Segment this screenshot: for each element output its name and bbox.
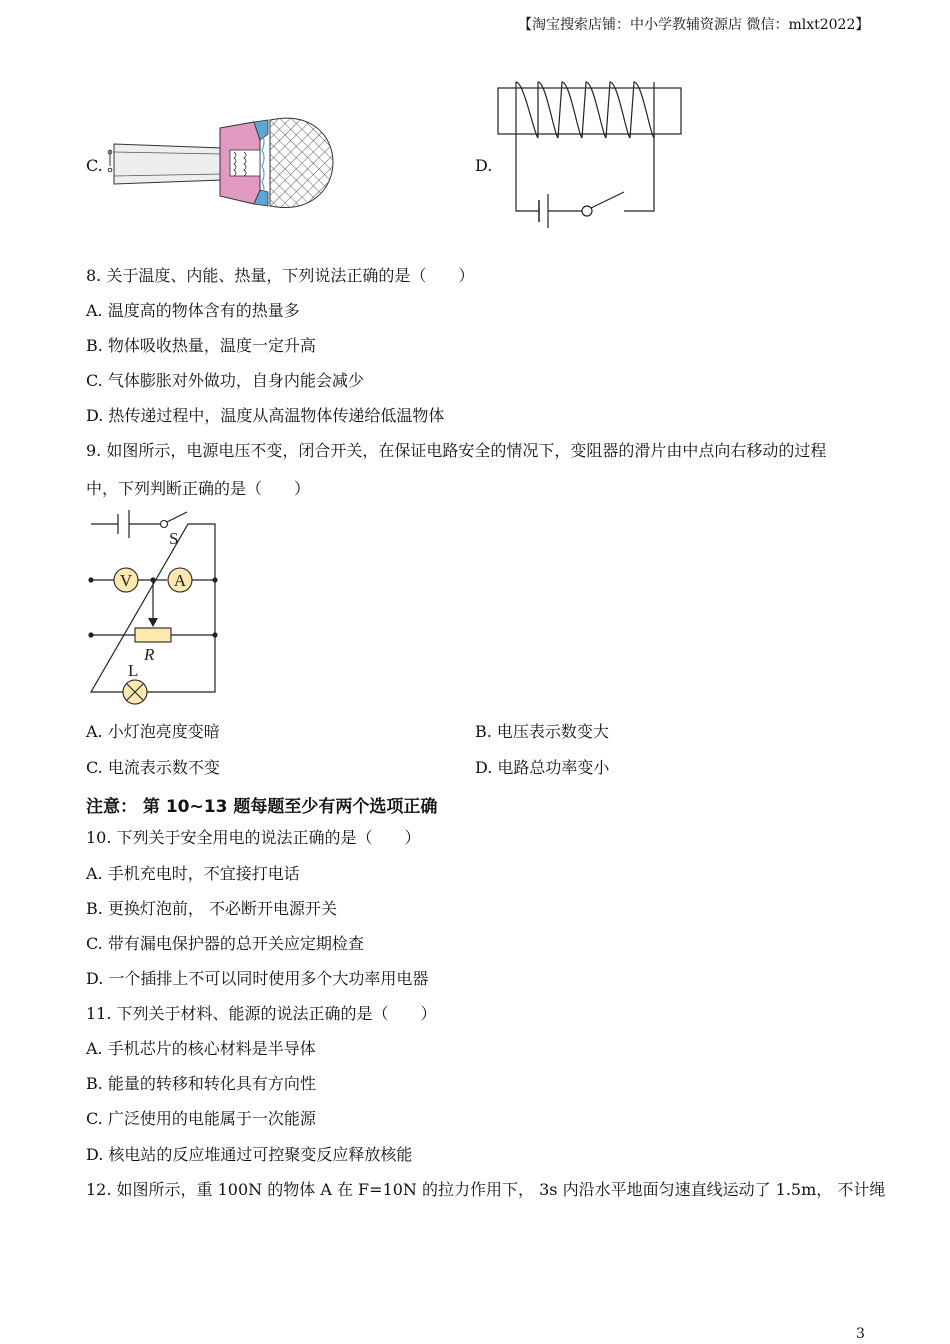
q11-option-a: A. 手机芯片的核心材料是半导体 <box>86 1039 316 1058</box>
solenoid-circuit-figure <box>494 76 694 236</box>
multi-answer-note: 注意： 第 10~13 题每题至少有两个选项正确 <box>86 797 438 817</box>
q10-option-d: D. 一个插排上不可以同时使用多个大功率用电器 <box>86 969 429 988</box>
q9-stem-line2: 中，下列判断正确的是（ ） <box>86 479 311 498</box>
q7-option-d-label: D. <box>475 156 493 175</box>
q8-option-d: D. 热传递过程中，温度从高温物体传递给低温物体 <box>86 406 445 425</box>
page-number: 3 <box>856 1326 865 1342</box>
q10-option-c: C. 带有漏电保护器的总开关应定期检查 <box>86 934 364 953</box>
q10-option-b: B. 更换灯泡前， 不必断开电源开关 <box>86 899 338 918</box>
page-header: 【淘宝搜索店铺：中小学教辅资源店 微信：mlxt2022】 <box>518 17 870 33</box>
q12-stem: 12. 如图所示，重 100N 的物体 A 在 F=10N 的拉力作用下， 3s 内沿水平地面匀速直线运动了 1.5m， 不计绳 <box>86 1180 886 1199</box>
microphone-figure <box>104 112 334 212</box>
q9-circuit-diagram <box>84 506 229 710</box>
q10-stem: 10. 下列关于安全用电的说法正确的是（ ） <box>86 828 421 847</box>
q11-option-b: B. 能量的转移和转化具有方向性 <box>86 1074 316 1093</box>
q9-option-b: B. 电压表示数变大 <box>475 722 609 741</box>
q9-option-a: A. 小灯泡亮度变暗 <box>86 722 220 741</box>
voltmeter-label: V <box>119 571 133 590</box>
q8-stem: 8. 关于温度、内能、热量，下列说法正确的是（ ） <box>86 266 475 285</box>
q8-option-a: A. 温度高的物体含有的热量多 <box>86 301 300 320</box>
q11-stem: 11. 下列关于材料、能源的说法正确的是（ ） <box>86 1004 437 1023</box>
lamp-label: L <box>128 661 139 680</box>
resistor-label: R <box>144 645 155 664</box>
q10-option-a: A. 手机充电时，不宜接打电话 <box>86 864 300 883</box>
ammeter-label: A <box>173 571 187 590</box>
q11-option-d: D. 核电站的反应堆通过可控聚变反应释放核能 <box>86 1145 413 1164</box>
q11-option-c: C. 广泛使用的电能属于一次能源 <box>86 1109 316 1128</box>
q8-option-c: C. 气体膨胀对外做功，自身内能会减少 <box>86 371 364 390</box>
q9-option-c: C. 电流表示数不变 <box>86 758 220 777</box>
q9-stem-line1: 9. 如图所示，电源电压不变，闭合开关，在保证电路安全的情况下，变阻器的滑片由中点向右移动的过程 <box>86 441 827 460</box>
q7-option-c-label: C. <box>86 156 103 175</box>
q8-option-b: B. 物体吸收热量，温度一定升高 <box>86 336 316 355</box>
q9-option-d: D. 电路总功率变小 <box>475 758 610 777</box>
switch-label: S <box>169 529 179 548</box>
